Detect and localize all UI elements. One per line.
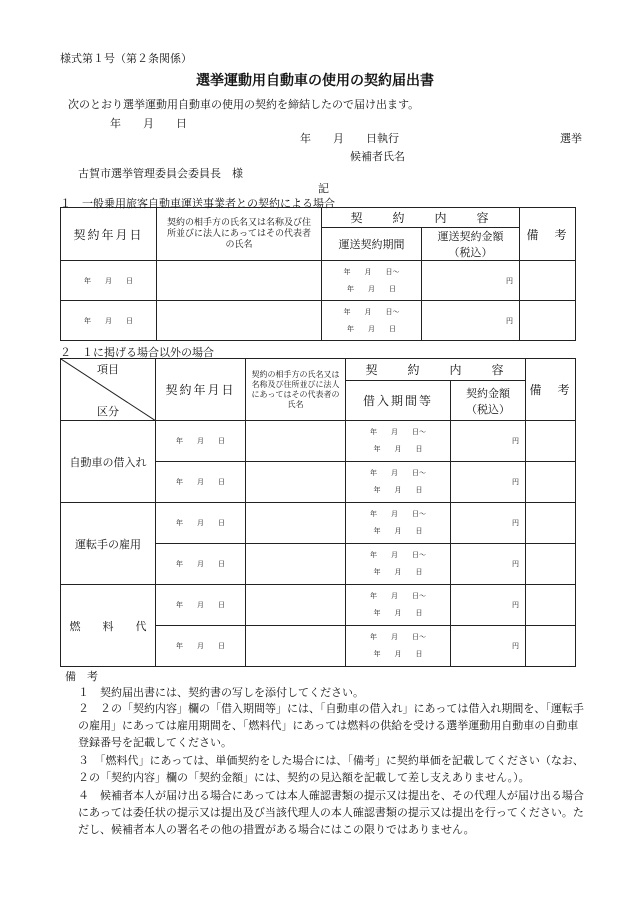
form-number: 様式第１号（第２条関係） (60, 52, 192, 65)
period-from: 年 月 日～ (343, 307, 400, 316)
col-contract-party: 契約の相手方の氏名又は名称及び住所並びに法人にあってはその代表者の氏名 (157, 208, 322, 261)
col-contract-content: 契 約 内 容 (322, 208, 520, 228)
amount-cell[interactable]: 円 (451, 544, 526, 585)
remarks-cell[interactable] (526, 585, 576, 626)
contract-party-cell[interactable] (246, 626, 346, 667)
election-label: 選挙 (560, 132, 582, 145)
col-contract-date: 契約年月日 (156, 359, 246, 421)
amount-cell[interactable]: 円 (451, 462, 526, 503)
period-from: 年 月 日～ (370, 428, 426, 436)
amount-cell[interactable]: 円 (451, 421, 526, 462)
section1-heading: １ 一般乗用旅客自動車運送事業者との契約による場合 (60, 197, 335, 210)
contract-date-cell[interactable]: 年 月 日 (61, 301, 157, 341)
period-cell[interactable] (322, 261, 422, 301)
table-row (61, 585, 576, 626)
ki-mark: 記 (318, 182, 329, 195)
contract-date-cell[interactable]: 年 月 日 (156, 503, 246, 544)
contract-date-cell[interactable]: 年 月 日 (156, 421, 246, 462)
col-transport-amount (422, 228, 520, 261)
contract-party-cell[interactable] (157, 261, 322, 301)
remarks-cell[interactable] (526, 503, 576, 544)
kubun-label: 区分 (97, 405, 119, 418)
note-item: ４ 候補者本人が届け出る場合にあっては本人確認書類の提示又は提出を、その代理人が届け出る場合にあっては委任状の提示又は提出及び当該代理人の本人確認書類の提示又は提出を行ってください。ただし、候補者本人の署名その他の措置がある場合にはこの限りではありません。 (78, 789, 584, 836)
period-to: 年 月 日 (373, 650, 423, 658)
col-transport-amount-label: 運送契約金額 (437, 230, 504, 243)
section2-heading: ２ １に掲げる場合以外の場合 (60, 346, 214, 359)
table-row (61, 301, 576, 341)
period-cell[interactable] (346, 462, 451, 503)
table-row (61, 261, 576, 301)
amount-cell[interactable]: 円 (451, 503, 526, 544)
col-contract-party: 契約の相手方の氏名又は名称及び住所並びに法人にあってはその代表者の氏名 (246, 359, 346, 421)
remarks-cell[interactable] (526, 544, 576, 585)
period-to: 年 月 日 (373, 445, 423, 453)
col-period: 借入期間等 (346, 381, 451, 421)
col-contract-date: 契約年月日 (61, 208, 157, 261)
contract-date-cell[interactable]: 年 月 日 (156, 585, 246, 626)
period-from: 年 月 日～ (370, 633, 426, 641)
category-cell: 運転手の雇用 (61, 503, 156, 585)
category-cell: 自動車の借入れ (61, 421, 156, 503)
contract-party-cell[interactable] (246, 421, 346, 462)
period-to: 年 月 日 (373, 527, 423, 535)
remarks-cell[interactable] (526, 462, 576, 503)
contract-date-cell[interactable]: 年 月 日 (156, 462, 246, 503)
page-title: 選挙運動用自動車の使用の契約届出書 (196, 73, 434, 89)
diagonal-header-cell (61, 359, 156, 421)
intro-text: 次のとおり選挙運動用自動車の使用の契約を締結したので届け出ます。 (68, 98, 420, 111)
notes-heading: 備 考 (65, 670, 98, 683)
col-contract-content: 契 約 内 容 (346, 359, 526, 381)
period-to: 年 月 日 (347, 284, 396, 293)
period-cell[interactable] (346, 503, 451, 544)
taxi-contract-table (60, 207, 576, 341)
contract-party-cell[interactable] (246, 503, 346, 544)
period-from: 年 月 日～ (370, 469, 426, 477)
contract-party-cell[interactable] (246, 585, 346, 626)
remarks-cell[interactable] (526, 626, 576, 667)
candidate-name-label: 候補者氏名 (350, 150, 405, 163)
remarks-cell[interactable] (520, 301, 576, 341)
note-item: １ 契約届出書には、契約書の写しを添付してください。 (78, 686, 364, 699)
col-amount-label: 契約金額 (466, 386, 510, 400)
remarks-cell[interactable] (526, 421, 576, 462)
period-to: 年 月 日 (373, 609, 423, 617)
submission-date: 年 月 日 (110, 117, 187, 130)
other-contract-table (60, 358, 576, 667)
amount-cell[interactable]: 円 (451, 626, 526, 667)
col-tax-label: （税込） (448, 246, 493, 259)
note-item: ３ 「燃料代」にあっては、単価契約をした場合には、「備考」に契約単価を記載してください（なお、２の「契約内容」欄の「契約金額」には、契約の見込額を記載して差し支えありません。）。 (78, 754, 584, 784)
item-label: 項目 (97, 363, 119, 376)
period-from: 年 月 日～ (370, 510, 426, 518)
period-to: 年 月 日 (373, 486, 423, 494)
addressee: 古賀市選挙管理委員会委員長 様 (78, 167, 243, 180)
table-row (61, 503, 576, 544)
col-transport-period: 運送契約期間 (322, 228, 422, 261)
remarks-cell[interactable] (520, 261, 576, 301)
period-to: 年 月 日 (347, 324, 396, 333)
amount-cell[interactable]: 円 (422, 261, 520, 301)
period-cell[interactable] (346, 626, 451, 667)
period-cell[interactable] (346, 421, 451, 462)
execution-date: 年 月 日執行 (300, 132, 399, 145)
col-amount (451, 381, 526, 421)
period-cell[interactable] (346, 585, 451, 626)
amount-cell[interactable]: 円 (422, 301, 520, 341)
col-tax-label: （税込） (466, 402, 510, 416)
contract-party-cell[interactable] (246, 544, 346, 585)
contract-date-cell[interactable]: 年 月 日 (156, 544, 246, 585)
period-cell[interactable] (346, 544, 451, 585)
period-from: 年 月 日～ (370, 551, 426, 559)
period-from: 年 月 日～ (370, 592, 426, 600)
table-row (61, 421, 576, 462)
period-to: 年 月 日 (373, 568, 423, 576)
period-from: 年 月 日～ (343, 267, 400, 276)
col-remarks: 備 考 (526, 359, 576, 421)
period-cell[interactable] (322, 301, 422, 341)
note-item: ２ ２の「契約内容」欄の「借入期間等」には、「自動車の借入れ」にあっては借入れ期間を、「運転手の雇用」にあっては雇用期間を、「燃料代」にあっては燃料の供給を受ける選挙運動用自動車の自動車登録番号を記載してください。 (78, 702, 584, 749)
contract-date-cell[interactable]: 年 月 日 (61, 261, 157, 301)
amount-cell[interactable]: 円 (451, 585, 526, 626)
col-remarks: 備 考 (520, 208, 576, 261)
contract-party-cell[interactable] (157, 301, 322, 341)
contract-date-cell[interactable]: 年 月 日 (156, 626, 246, 667)
category-cell: 燃 料 代 (61, 585, 156, 667)
contract-party-cell[interactable] (246, 462, 346, 503)
